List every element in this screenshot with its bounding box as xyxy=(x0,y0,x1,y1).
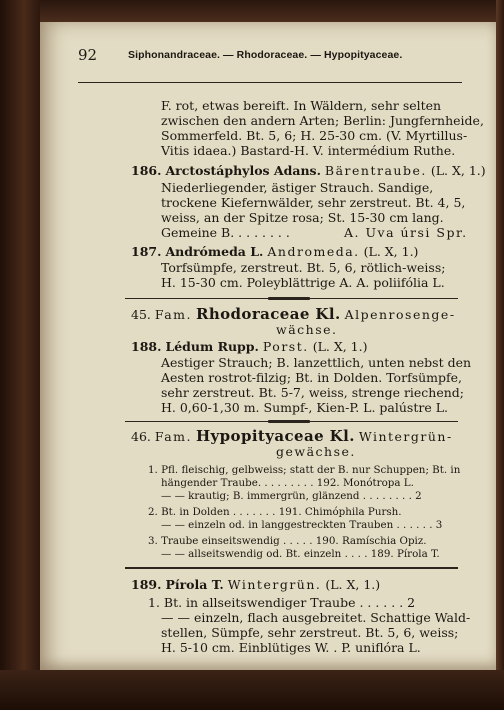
common-name: Andromeda. xyxy=(267,244,360,259)
family-number: 45. xyxy=(131,307,151,322)
linnaean-class: (L. X, 1.) xyxy=(363,244,419,259)
entry-189-line: stellen, Sümpfe, sehr zerstreut. Bt. 5, 6, weiss; xyxy=(161,625,459,640)
continuation-line: Sommerfeld. Bt. 5, 6; H. 25-30 cm. (V. Myrtillus- xyxy=(161,128,468,143)
genus-name: Arctostáphylos Adans. xyxy=(165,163,321,178)
entry-189-line: H. 5-10 cm. Einblütiges W. . P. uniflóra L. xyxy=(161,640,421,655)
continuation-line: Vitis idaea.) Bastard-H. V. intermédium Ruthe. xyxy=(161,143,456,158)
key-line: hängender Traube. . . . . . . . . 192. Monótropa L. xyxy=(161,477,414,489)
genus-name: Andrómeda L. xyxy=(165,244,264,259)
key-line: 2. Bt. in Dolden . . . . . . . 191. Chimóphila Pursh. xyxy=(148,506,402,518)
family-46-heading xyxy=(131,429,453,444)
entry-188-line: sehr zerstreut. Bt. 5-7, weiss, strenge riechend; xyxy=(161,385,465,400)
family-name: Hypopityaceae Kl. xyxy=(195,427,355,445)
family-common-name-cont: wächse. xyxy=(276,322,338,337)
entry-188-line: H. 0,60-1,30 m. Sumpf-, Kien-P. L. palústre L. xyxy=(161,400,448,415)
family-number: 46. xyxy=(131,429,151,444)
entry-189-line: — — einzeln, flach ausgebreitet. Schattige Wald- xyxy=(161,610,471,625)
continuation-line: zwischen den andern Arten; Berlin: Jungfernheide, xyxy=(161,113,484,128)
family-45-heading xyxy=(131,307,456,322)
entry-186-line: weiss, an der Spitze rosa; St. 15-30 cm lang. xyxy=(161,210,444,225)
entry-189-line: 1. Bt. in allseitswendiger Traube . . . . . . 2 xyxy=(148,595,416,610)
common-name: Wintergrün. xyxy=(227,577,322,592)
entry-188-heading xyxy=(131,339,367,354)
linnaean-class: (L. X, 1.) xyxy=(430,163,486,178)
entry-187-line: H. 15-30 cm. Poleyblättrige A. A. poliifólia L. xyxy=(161,275,445,290)
family-common-name-cont: gewächse. xyxy=(276,444,356,459)
section-divider-mark xyxy=(268,297,310,300)
running-head: Siphonandraceae. — Rhodoraceae. — Hypopityaceae. xyxy=(128,49,403,61)
entry-186-line-left: Gemeine B. . . . . . . . xyxy=(161,225,290,240)
family-label: Fam. xyxy=(154,307,192,322)
header-rule xyxy=(78,82,462,83)
family-name: Rhodoraceae Kl. xyxy=(195,305,341,323)
section-divider xyxy=(125,567,458,569)
family-label: Fam. xyxy=(154,429,192,444)
entry-186-line: Niederliegender, ästiger Strauch. Sandige, xyxy=(161,180,434,195)
entry-188-line: Aestiger Strauch; B. lanzettlich, unten nebst den xyxy=(161,355,472,370)
continuation-line: F. rot, etwas bereift. In Wäldern, sehr selten xyxy=(161,98,442,113)
key-line: — — allseitswendig od. Bt. einzeln . . . . 189. Pírola T. xyxy=(161,548,440,560)
entry-187-line: Torfsümpfe, zerstreut. Bt. 5, 6, rötlich-weiss; xyxy=(161,260,446,275)
entry-number: 187. xyxy=(131,244,162,259)
section-divider-mark xyxy=(268,420,310,423)
key-line: 1. Pfl. fleischig, gelbweiss; statt der B. nur Schuppen; Bt. in xyxy=(148,464,461,476)
page-header xyxy=(78,46,468,68)
entry-188-line: Aesten rostrot-filzig; Bt. in Dolden. Torfsümpfe, xyxy=(161,370,463,385)
entry-189-heading xyxy=(131,577,380,592)
entry-number: 189. xyxy=(131,577,162,592)
genus-name: Pírola T. xyxy=(165,577,224,592)
key-line: — — einzeln od. in langgestreckten Trauben . . . . . . 3 xyxy=(161,519,443,531)
entry-186-heading xyxy=(131,163,486,178)
entry-187-heading xyxy=(131,244,418,259)
linnaean-class: (L. X, 1.) xyxy=(312,339,368,354)
entry-186-line: trockene Kiefernwälder, sehr zerstreut. Bt. 4, 5, xyxy=(161,195,466,210)
page-number: 92 xyxy=(78,46,98,64)
key-line: — — krautig; B. immergrün, glänzend . . . . . . . . 2 xyxy=(161,490,422,502)
family-common-name: Alpenrosenge- xyxy=(344,307,456,322)
entry-186-species: A. Uva úrsi Spr. xyxy=(344,225,468,240)
entry-number: 188. xyxy=(131,339,162,354)
genus-name: Lédum Rupp. xyxy=(165,339,259,354)
linnaean-class: (L. X, 1.) xyxy=(325,577,381,592)
common-name: Bärentraube. xyxy=(324,163,427,178)
key-line: 3. Traube einseitswendig . . . . . 190. Ramíschia Opiz. xyxy=(148,535,427,547)
entry-number: 186. xyxy=(131,163,162,178)
family-common-name: Wintergrün- xyxy=(358,429,453,444)
common-name: Porst. xyxy=(262,339,309,354)
